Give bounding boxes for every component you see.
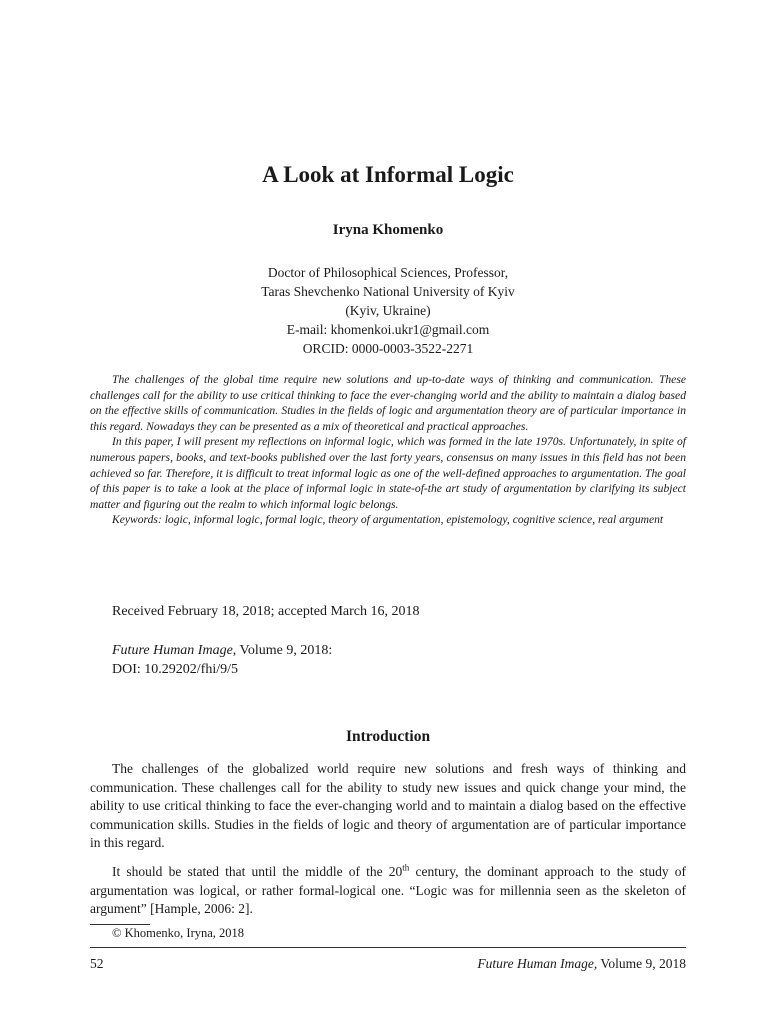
running-journal-name: Future Human Image, bbox=[477, 956, 598, 971]
intro-paragraph-1: The challenges of the globalized world require new solutions and fresh ways of thinking and communication. These challenges call for the ability to study new issues and quick change your mind, the ability to use critical thinking to face the ever-changing world and to maintain a dialog based on the effective communication skills. Studies in the fields of logic and theory of argumentation are of particular importance in this regard. bbox=[90, 761, 686, 851]
footer-rule bbox=[90, 947, 686, 948]
affiliation-location: (Kyiv, Ukraine) bbox=[345, 303, 431, 318]
paper-title: A Look at Informal Logic bbox=[262, 162, 514, 187]
running-footer bbox=[477, 956, 686, 972]
affiliation-degree: Doctor of Philosophical Sciences, Professor, bbox=[267, 265, 509, 280]
introduction-body bbox=[90, 760, 686, 929]
journal-name: Future Human Image bbox=[112, 643, 233, 658]
section-heading-introduction: Introduction bbox=[345, 728, 431, 745]
abstract-paragraph-2: In this paper, I will present my reflections on informal logic, which was formed in the late 1970s. Unfortunately, in spite of numerous papers, books, and text-books published over the last forty years, consensus on many issues in this field has not been achieved so far. Therefore, it is difficult to treat informal logic as one of the well-defined approaches to argumentation. The goal of this paper is to take a look at the place of informal logic in state-of-the art study of argumentation by clarifying its subject matter and figuring out the realm to which informal logic belongs. bbox=[90, 435, 686, 511]
intro-p2-end: century, the dominant approach to the study of argumentation was logical, or rather formal-logical one. “Logic was for millennia seen as the skeleton of argument” [Hample, 2006: 2]. bbox=[90, 863, 687, 917]
ordinal-superscript: th bbox=[402, 862, 410, 873]
abstract-paragraph-1: The challenges of the global time require new solutions and up-to-date ways of thinking and communication. These challenges call for the ability to use critical thinking to face the ever-changing world and the ability to maintain a dialog based on the effective skills of communication. Studies in the fields of logic and argumentation theory are of particular importance in this regard. Nowadays they can be presented as a mix of theoretical and practical approaches. bbox=[90, 373, 686, 433]
page-number: 52 bbox=[90, 956, 104, 971]
intro-paragraph-2 bbox=[90, 863, 686, 919]
abstract bbox=[90, 372, 686, 528]
author-affiliation bbox=[90, 263, 686, 358]
keywords: Keywords: logic, informal logic, formal logic, theory of argumentation, epistemology, cognitive science, real argument bbox=[112, 513, 664, 527]
affiliation-email: E-mail: khomenkoi.ukr1@gmail.com bbox=[286, 322, 490, 337]
journal-volume: , Volume 9, 2018: bbox=[232, 643, 333, 658]
received-dates: Received February 18, 2018; accepted March 16, 2018 bbox=[112, 604, 420, 619]
journal-reference bbox=[112, 641, 332, 679]
doi: DOI: 10.29202/fhi/9/5 bbox=[112, 662, 238, 677]
affiliation-university: Taras Shevchenko National University of Kyiv bbox=[261, 284, 515, 299]
paper-page bbox=[90, 0, 686, 1024]
running-volume: Volume 9, 2018 bbox=[597, 956, 686, 971]
author-name: Iryna Khomenko bbox=[332, 222, 444, 238]
footnote-rule bbox=[90, 924, 150, 925]
copyright-footnote: © Khomenko, Iryna, 2018 bbox=[112, 926, 245, 940]
affiliation-orcid: ORCID: 0000-0003-3522-2271 bbox=[302, 341, 474, 356]
intro-p2-start: It should be stated that until the middle of the 20 bbox=[112, 863, 403, 879]
